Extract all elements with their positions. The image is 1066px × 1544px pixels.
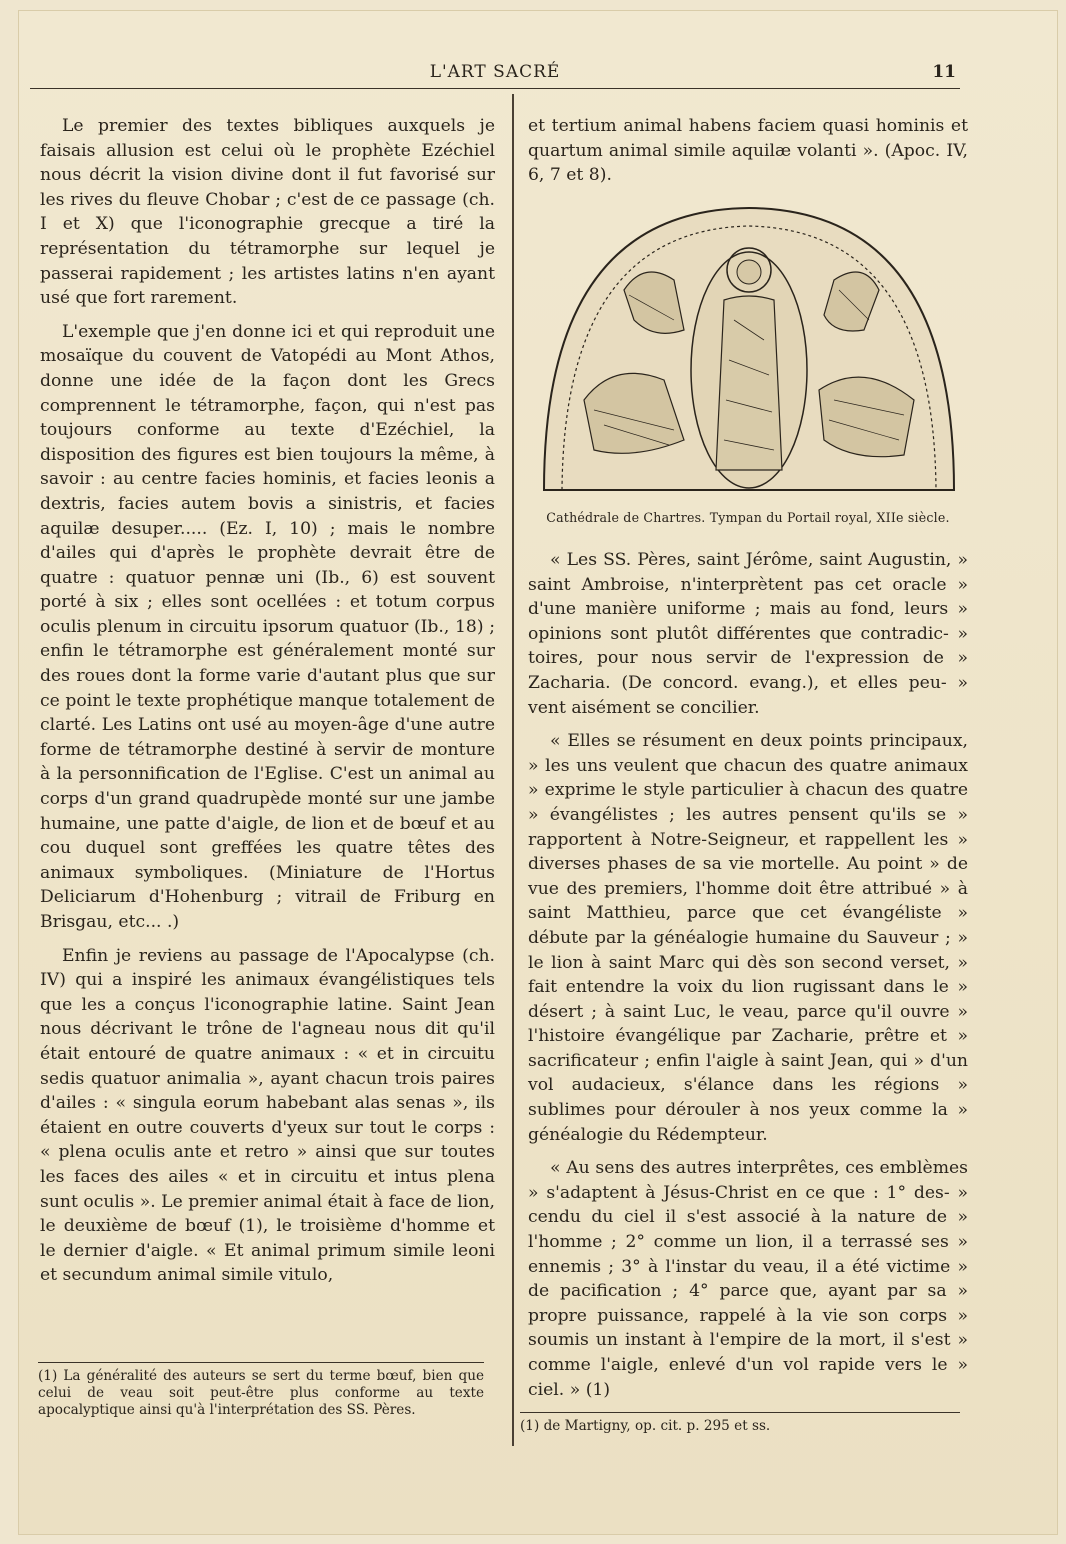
right-footnote-text: (1) de Martigny, op. cit. p. 295 et ss.: [520, 1418, 771, 1434]
right-column-body: [528, 548, 968, 1411]
right-intro: et tertium animal habens faciem quasi hominis et quartum animal simile aquilæ volanti ». (Apoc. IV, 6, 7 et 8).: [528, 116, 968, 186]
left-column: [40, 114, 495, 1297]
journal-title: L'ART SACRÉ: [429, 62, 561, 82]
left-paragraph-3: Enfin je reviens au passage de l'Apocalypse (ch. IV) qui a inspiré les animaux évangélistiques tels que les a conçus l'iconographie latine. Saint Jean nous décrivant le trône de l'agneau nous dit qu'il était entouré de quatre animaux : « et in circuitu sedis quatuor animalia », ayant chacun trois paires d'ailes : « singula eorum habebant alas senas », ils étaient en outre couverts d'yeux sur tout le corps : « plena oculis ante et retro » ainsi que sur toutes les faces des ailes « et in circuitu et intus plena sunt oculis ». Le premier animal était à face de lion, le deuxième de bœuf (1), le troisième d'homme et le dernier d'aigle. « Et animal primum simile leoni et secundum animal simile vitulo,: [40, 945, 495, 1286]
left-footnote: [38, 1362, 484, 1419]
page-number: 11: [932, 62, 956, 82]
left-paragraph-1: Le premier des textes bibliques auxquels je faisais allusion est celui où le prophète Ezéchiel nous décrit la vision divine dont il fut favorisé sur les rives du fleuve Chobar ; c'est de ce passage (ch. I et X) que l'iconographie grecque a tiré la représentation du tétramorphe sur lequel je passerai rapidement ; les artistes latins n'en ayant usé que fort rarement.: [40, 116, 495, 309]
column-divider: [512, 94, 514, 1446]
figure-caption: Cathédrale de Chartres. Tympan du Portail royal, XIIe siècle.: [546, 510, 950, 525]
right-footnote: [520, 1412, 960, 1435]
right-paragraph-3: « Au sens des autres interprêtes, ces emblèmes » s'adaptent à Jésus-Christ en ce que : 1° des- » cendu du ciel il s'est associé à la nature de » l'homme ; 2° comme un lion, il a terrassé ses » ennemis ; 3° à l'instar du veau, il a été victime » de pacification ; 4° parce que, ayant par sa » propre puissance, rappelé à la vie son corps » soumis un instant à l'empire de la mort, il s'est » comme l'aigle, enlevé d'un vol rapide vers le » ciel. » (1): [528, 1158, 968, 1400]
right-paragraph-1: « Les SS. Pères, saint Jérôme, saint Augustin, » saint Ambroise, n'interprètent pas cet oracle » d'une manière uniforme ; mais au fond, leurs » opinions sont plutôt différentes que contradic- » toires, pour nous servir de l'expression de » Zacharia. (De concord. evang.), et elles peu- » vent aisément se concilier.: [528, 550, 968, 718]
left-paragraph-2: L'exemple que j'en donne ici et qui reproduit une mosaïque du couvent de Vatopédi au Mont Athos, donne une idée de la façon dont les Grecs comprennent le tétramorphe, façon, qui n'est pas toujours conforme au texte d'Ezéchiel, la disposition des figures est bien toujours la même, à savoir : au centre facies hominis, et facies leonis a dextris, facies autem bovis a sinistris, et facies aquilæ desuper..... (Ez. I, 10) ; mais le nombre d'ailes qui d'après le prophète devrait être de quatre : quatuor pennæ uni (Ib., 6) est souvent porté à six ; elles sont ocellées : et totum corpus oculis plenum in circuitu ipsorum quatuor (Ib., 18) ; enfin le tétramorphe est généralement monté sur des roues dont la forme varie d'autant plus que sur ce point le texte prophétique manque totalement de clarté. Les Latins ont usé au moyen-âge d'une autre forme de tétramorphe destiné à servir de monture à la personnification de l'Eglise. C'est un animal au corps d'un grand quadrupède monté sur une jambe humaine, une patte d'aigle, de lion et de bœuf et au cou duquel sont greffées les quatre têtes des animaux symboliques. (Miniature de l'Hortus Deliciarum d'Hohenburg ; vitrail de Friburg en Brisgau, etc... .): [40, 321, 495, 932]
right-paragraph-2: « Elles se résument en deux points principaux, » les uns veulent que chacun des quatre animaux » exprime le style particulier à chacun des quatre » évangélistes ; les autres pensent qu'ils se » rapportent à Notre-Seigneur, et rappellent les » diverses phases de sa vie mortelle. Au point » de vue des premiers, l'homme doit être attribué » à saint Matthieu, parce que cet évangéliste » débute par la généalogie humaine du Sauveur ; » le lion à saint Marc qui dès son second verset, » fait entendre la voix du lion rugissant dans le » désert ; à saint Luc, le veau, parce qu'il ouvre » l'histoire évangélique par Zacharie, prêtre et » sacrificateur ; enfin l'aigle à saint Jean, qui » d'un vol audacieux, s'élance dans les régions » sublimes pour dérouler à nos yeux comme la » généalogie du Rédempteur.: [528, 731, 968, 1145]
page-header: [30, 58, 960, 89]
tympanum-illustration: [534, 200, 964, 498]
right-column: [528, 114, 968, 197]
left-footnote-text: (1) La généralité des auteurs se sert du terme bœuf, bien que celui de veau soit peut-être plus conforme au texte apocalyptique ainsi qu'à l'interprétation des SS. Pères.: [38, 1368, 484, 1418]
